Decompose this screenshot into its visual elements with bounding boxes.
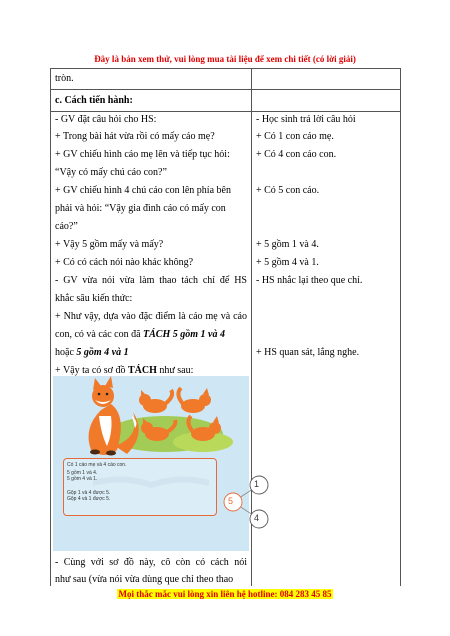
hotline-text: Mọi thắc mắc vui lòng xin liên hệ hotline: 084 283 45 85 [118,589,332,599]
fox-cub [178,388,211,413]
teacher-line: + Như vậy, dựa vào đặc điểm là cáo mẹ và cáo [55,311,247,322]
student-line: - Học sinh trả lời câu hỏi [256,114,356,125]
teacher-line: - GV đặt câu hỏi cho HS: [55,114,157,125]
caption-line: Gộp 4 và 1 được 5. [67,496,111,502]
student-line: + 5 gồm 1 và 4. [256,239,319,250]
preview-notice: Đây là bản xem thử, vui lòng mua tài liệu để xem chi tiết (có lời giải) [94,54,356,64]
caption-line: Có 1 cáo mẹ và 4 cáo con. [67,462,127,468]
student-line: - HS nhắc lại theo que chỉ. [256,275,363,286]
teacher-line: cáo?” [55,221,78,232]
student-line: + 5 gồm 4 và 1. [256,257,319,268]
lesson-table [50,68,401,586]
teacher-line: - Cùng với sơ đồ này, cô còn có cách nói [55,557,247,568]
teacher-line: + Vậy 5 gồm mấy và mấy? [55,239,164,250]
teacher-line: “Vậy có mấy chú cáo con?” [55,167,167,178]
teacher-line: + Trong bài hát vừa rồi có mấy cáo mẹ? [55,131,215,142]
teacher-line: phải và hỏi: “Vậy gia đình cáo có mấy con [55,203,226,214]
caption-line: 5 gồm 1 và 4. [67,470,98,476]
section-heading: c. Cách tiến hành: [55,95,133,106]
student-line: + Có 5 con cáo. [256,185,320,196]
caption-line: Gộp 1 và 4 được 5. [67,490,111,496]
teacher-line: + GV chiếu hình 4 chú cáo con lên phía bên [55,185,231,196]
fox-cub [139,390,172,413]
emphasis: TÁCH 5 gồm 1 và 4 [143,329,225,340]
emphasis: 5 gồm 4 và 1 [76,347,129,358]
student-line: + Có 4 con cáo con. [256,149,337,160]
emphasis: TÁCH [127,365,157,376]
teacher-line: như sau (vừa nói vừa dùng que chỉ theo thao [55,574,234,585]
row-divider [51,89,400,90]
diagram-node-1: 1 [254,479,260,489]
diagram-node-5: 5 [228,496,234,506]
hotline-notice [0,589,450,599]
student-line: + HS quan sát, lắng nghe. [256,347,360,358]
teacher-line: + Có có cách nói nào khác không? [55,257,194,268]
teacher-line: + Vậy ta có sơ đồ TÁCH như sau: [55,365,194,376]
column-divider [251,69,252,586]
fox-family-illustration [53,376,260,551]
row-divider [51,111,400,112]
caption-line: 5 gồm 4 và 1. [67,476,98,482]
teacher-line: con, có và các con đã TÁCH 5 gồm 1 và 4 [55,329,225,340]
cell-text: tròn. [55,73,74,84]
teacher-line: + GV chiếu hình cáo mẹ lên và tiếp tục hỏi: [55,149,230,160]
teacher-line: hoặc 5 gồm 4 và 1 [55,347,129,358]
teacher-line: - GV vừa nói vừa làm thao tách chỉ để HS [55,275,247,286]
student-line: + Có 1 con cáo mẹ. [256,131,334,142]
diagram-node-4: 4 [254,513,260,523]
mother-fox [89,376,139,456]
teacher-line: khắc sâu kiến thức: [55,293,133,304]
